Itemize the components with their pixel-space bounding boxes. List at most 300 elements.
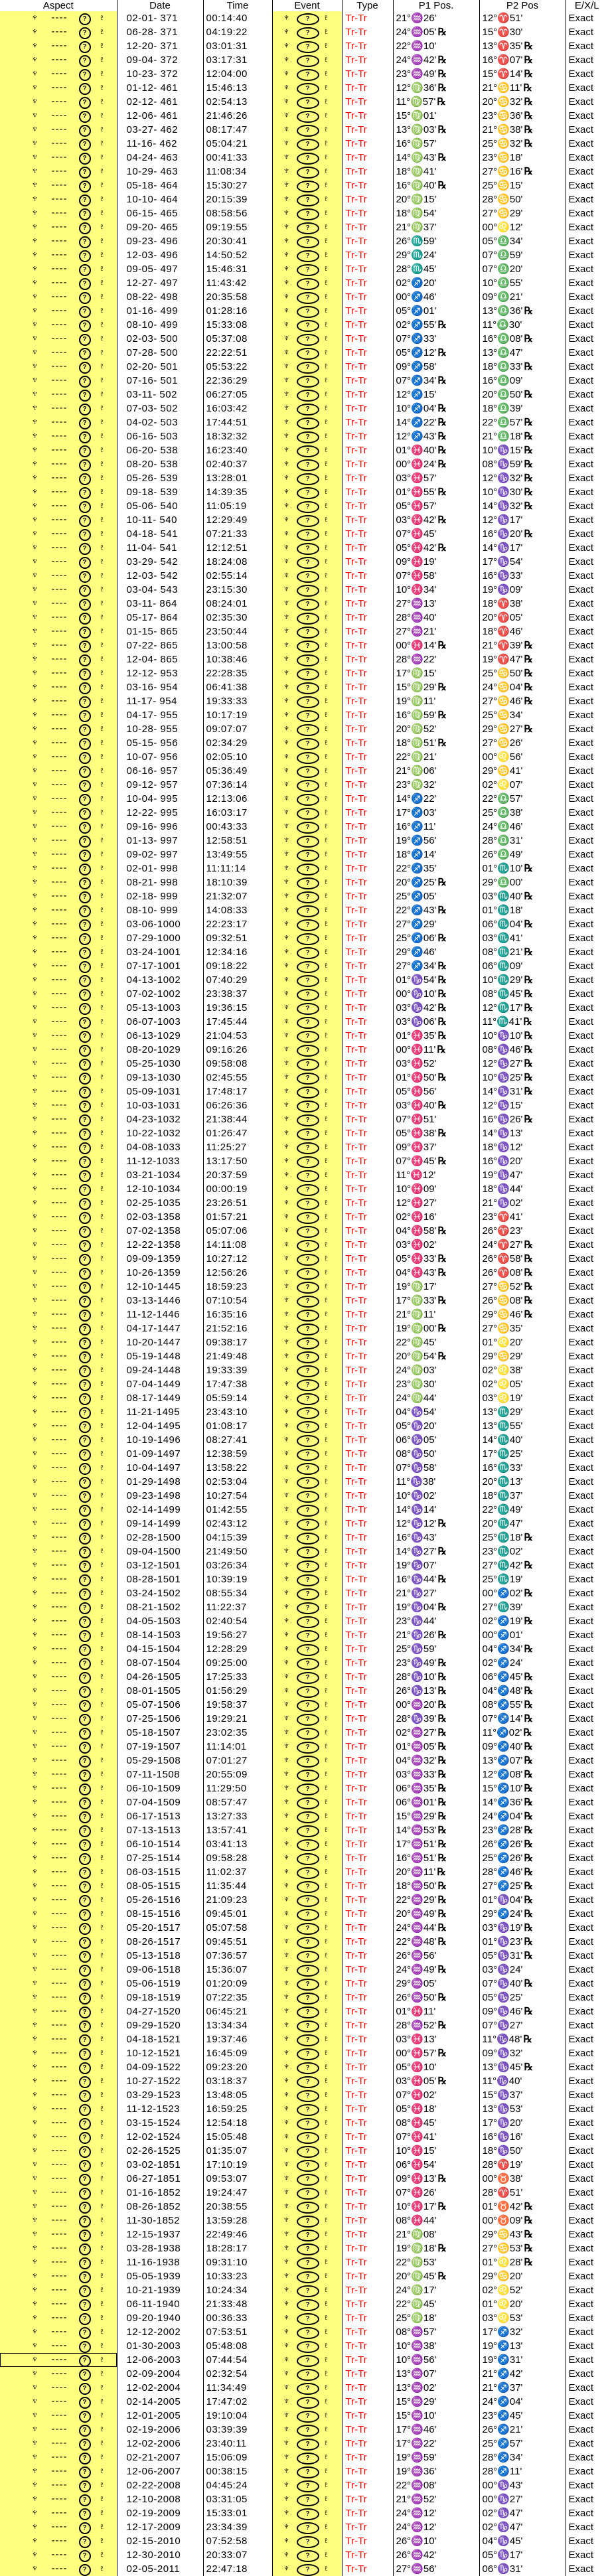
- aspect-cell[interactable]: [0, 11, 117, 25]
- aspect-cell[interactable]: [0, 2172, 117, 2186]
- aspect-cell[interactable]: [0, 1935, 117, 1949]
- table-row[interactable]: [0, 1363, 608, 1377]
- table-row[interactable]: [0, 1308, 608, 1322]
- table-row[interactable]: [0, 903, 608, 917]
- aspect-cell[interactable]: [0, 1851, 117, 1865]
- aspect-cell[interactable]: [0, 2353, 117, 2367]
- aspect-cell[interactable]: [0, 1781, 117, 1795]
- table-row[interactable]: [0, 1252, 608, 1266]
- table-row[interactable]: [0, 1907, 608, 1921]
- aspect-cell[interactable]: [0, 402, 117, 416]
- table-row[interactable]: [0, 1405, 608, 1419]
- aspect-cell[interactable]: [0, 973, 117, 987]
- aspect-cell[interactable]: [0, 1126, 117, 1140]
- aspect-cell[interactable]: [0, 569, 117, 583]
- table-row[interactable]: [0, 611, 608, 625]
- aspect-cell[interactable]: [0, 2032, 117, 2046]
- aspect-cell[interactable]: [0, 2228, 117, 2241]
- table-row[interactable]: [0, 332, 608, 346]
- table-row[interactable]: [0, 1740, 608, 1754]
- table-row[interactable]: [0, 67, 608, 81]
- aspect-cell[interactable]: [0, 179, 117, 192]
- table-row[interactable]: [0, 2534, 608, 2548]
- table-row[interactable]: [0, 290, 608, 304]
- aspect-cell[interactable]: [0, 1893, 117, 1907]
- aspect-cell[interactable]: [0, 1768, 117, 1781]
- table-row[interactable]: [0, 2102, 608, 2116]
- table-row[interactable]: [0, 2548, 608, 2562]
- table-row[interactable]: [0, 848, 608, 862]
- aspect-cell[interactable]: [0, 2060, 117, 2074]
- aspect-cell[interactable]: [0, 1879, 117, 1893]
- aspect-cell[interactable]: [0, 1085, 117, 1099]
- table-row[interactable]: [0, 1670, 608, 1684]
- table-row[interactable]: [0, 513, 608, 527]
- aspect-cell[interactable]: [0, 2367, 117, 2381]
- aspect-cell[interactable]: [0, 1322, 117, 1335]
- table-row[interactable]: [0, 1001, 608, 1015]
- table-row[interactable]: [0, 137, 608, 151]
- aspect-cell[interactable]: [0, 722, 117, 736]
- table-row[interactable]: [0, 2255, 608, 2269]
- table-row[interactable]: [0, 2214, 608, 2228]
- aspect-cell[interactable]: [0, 736, 117, 750]
- table-row[interactable]: [0, 959, 608, 973]
- table-row[interactable]: [0, 1280, 608, 1294]
- column-header-exl[interactable]: E/X/L: [566, 0, 608, 11]
- aspect-cell[interactable]: [0, 1628, 117, 1642]
- aspect-cell[interactable]: [0, 666, 117, 680]
- aspect-cell[interactable]: [0, 1461, 117, 1475]
- aspect-cell[interactable]: [0, 611, 117, 625]
- table-row[interactable]: [0, 276, 608, 290]
- aspect-cell[interactable]: [0, 1224, 117, 1238]
- aspect-cell[interactable]: [0, 2088, 117, 2102]
- aspect-cell[interactable]: [0, 1921, 117, 1935]
- table-row[interactable]: [0, 1921, 608, 1935]
- table-row[interactable]: [0, 2032, 608, 2046]
- table-row[interactable]: [0, 764, 608, 778]
- table-row[interactable]: [0, 11, 608, 25]
- table-row[interactable]: [0, 1461, 608, 1475]
- table-row[interactable]: [0, 1140, 608, 1154]
- table-row[interactable]: [0, 318, 608, 332]
- aspect-cell[interactable]: [0, 416, 117, 429]
- aspect-cell[interactable]: [0, 1266, 117, 1280]
- aspect-cell[interactable]: [0, 1963, 117, 1977]
- aspect-cell[interactable]: [0, 903, 117, 917]
- aspect-cell[interactable]: [0, 109, 117, 123]
- table-row[interactable]: [0, 457, 608, 471]
- table-row[interactable]: [0, 1642, 608, 1656]
- aspect-cell[interactable]: [0, 1823, 117, 1837]
- aspect-cell[interactable]: [0, 2297, 117, 2311]
- aspect-cell[interactable]: [0, 346, 117, 360]
- table-row[interactable]: [0, 165, 608, 179]
- aspect-cell[interactable]: [0, 2018, 117, 2032]
- aspect-cell[interactable]: [0, 1991, 117, 2005]
- table-row[interactable]: [0, 1322, 608, 1335]
- table-row[interactable]: [0, 1196, 608, 1210]
- aspect-cell[interactable]: [0, 708, 117, 722]
- aspect-cell[interactable]: [0, 1391, 117, 1405]
- table-row[interactable]: [0, 1029, 608, 1043]
- aspect-cell[interactable]: [0, 917, 117, 931]
- aspect-cell[interactable]: [0, 750, 117, 764]
- aspect-cell[interactable]: [0, 2395, 117, 2409]
- column-header-time[interactable]: Time: [203, 0, 272, 11]
- aspect-cell[interactable]: [0, 248, 117, 262]
- aspect-cell[interactable]: [0, 1949, 117, 1963]
- table-row[interactable]: [0, 583, 608, 597]
- table-row[interactable]: [0, 123, 608, 137]
- table-row[interactable]: [0, 1377, 608, 1391]
- aspect-cell[interactable]: [0, 123, 117, 137]
- aspect-cell[interactable]: [0, 318, 117, 332]
- table-row[interactable]: [0, 471, 608, 485]
- table-row[interactable]: [0, 1210, 608, 1224]
- table-row[interactable]: [0, 2492, 608, 2506]
- table-row[interactable]: [0, 862, 608, 875]
- table-row[interactable]: [0, 2186, 608, 2200]
- aspect-cell[interactable]: [0, 304, 117, 318]
- table-row[interactable]: [0, 1112, 608, 1126]
- aspect-cell[interactable]: [0, 1795, 117, 1809]
- aspect-cell[interactable]: [0, 1335, 117, 1349]
- aspect-cell[interactable]: [0, 429, 117, 443]
- table-row[interactable]: [0, 680, 608, 694]
- table-row[interactable]: [0, 1558, 608, 1572]
- aspect-cell[interactable]: [0, 1182, 117, 1196]
- aspect-cell[interactable]: [0, 931, 117, 945]
- table-row[interactable]: [0, 2297, 608, 2311]
- aspect-cell[interactable]: [0, 862, 117, 875]
- aspect-cell[interactable]: [0, 2478, 117, 2492]
- table-row[interactable]: [0, 1865, 608, 1879]
- aspect-cell[interactable]: [0, 1238, 117, 1252]
- table-row[interactable]: [0, 262, 608, 276]
- aspect-cell[interactable]: [0, 137, 117, 151]
- aspect-cell[interactable]: [0, 1112, 117, 1126]
- table-row[interactable]: [0, 694, 608, 708]
- table-row[interactable]: [0, 2074, 608, 2088]
- table-row[interactable]: [0, 1628, 608, 1642]
- aspect-cell[interactable]: [0, 1837, 117, 1851]
- table-row[interactable]: [0, 2423, 608, 2437]
- table-row[interactable]: [0, 429, 608, 443]
- table-row[interactable]: [0, 2506, 608, 2520]
- table-row[interactable]: [0, 2228, 608, 2241]
- table-row[interactable]: [0, 2478, 608, 2492]
- table-row[interactable]: [0, 639, 608, 652]
- aspect-cell[interactable]: [0, 1196, 117, 1210]
- aspect-cell[interactable]: [0, 2311, 117, 2325]
- aspect-cell[interactable]: [0, 1754, 117, 1768]
- table-row[interactable]: [0, 192, 608, 206]
- table-row[interactable]: [0, 1893, 608, 1907]
- aspect-cell[interactable]: [0, 2005, 117, 2018]
- table-row[interactable]: [0, 1545, 608, 1558]
- table-row[interactable]: [0, 374, 608, 388]
- column-header-p1-pos[interactable]: P1 Pos.: [393, 0, 479, 11]
- table-row[interactable]: [0, 1503, 608, 1517]
- table-row[interactable]: [0, 931, 608, 945]
- aspect-cell[interactable]: [0, 1503, 117, 1517]
- table-row[interactable]: [0, 820, 608, 834]
- table-row[interactable]: [0, 987, 608, 1001]
- aspect-cell[interactable]: [0, 848, 117, 862]
- table-row[interactable]: [0, 1182, 608, 1196]
- aspect-cell[interactable]: [0, 220, 117, 234]
- table-row[interactable]: [0, 1656, 608, 1670]
- table-row[interactable]: [0, 2060, 608, 2074]
- table-row[interactable]: [0, 2005, 608, 2018]
- table-row[interactable]: [0, 2018, 608, 2032]
- aspect-cell[interactable]: [0, 1475, 117, 1489]
- table-row[interactable]: [0, 1475, 608, 1489]
- table-row[interactable]: [0, 2367, 608, 2381]
- aspect-cell[interactable]: [0, 1656, 117, 1670]
- aspect-cell[interactable]: [0, 2534, 117, 2548]
- table-row[interactable]: [0, 2311, 608, 2325]
- table-row[interactable]: [0, 1712, 608, 1726]
- aspect-cell[interactable]: [0, 1712, 117, 1726]
- table-row[interactable]: [0, 1238, 608, 1252]
- aspect-cell[interactable]: [0, 1684, 117, 1698]
- aspect-cell[interactable]: [0, 1099, 117, 1112]
- table-row[interactable]: [0, 1572, 608, 1586]
- aspect-cell[interactable]: [0, 1140, 117, 1154]
- aspect-cell[interactable]: [0, 2464, 117, 2478]
- table-row[interactable]: [0, 1433, 608, 1447]
- column-header-date[interactable]: Date: [117, 0, 203, 11]
- table-row[interactable]: [0, 151, 608, 165]
- aspect-cell[interactable]: [0, 1642, 117, 1656]
- table-row[interactable]: [0, 1809, 608, 1823]
- aspect-cell[interactable]: [0, 1252, 117, 1266]
- aspect-cell[interactable]: [0, 834, 117, 848]
- table-row[interactable]: [0, 1781, 608, 1795]
- aspect-cell[interactable]: [0, 1558, 117, 1572]
- aspect-cell[interactable]: [0, 1447, 117, 1461]
- aspect-cell[interactable]: [0, 2200, 117, 2214]
- table-row[interactable]: [0, 569, 608, 583]
- table-row[interactable]: [0, 1349, 608, 1363]
- aspect-cell[interactable]: [0, 1210, 117, 1224]
- table-row[interactable]: [0, 2339, 608, 2353]
- aspect-cell[interactable]: [0, 443, 117, 457]
- aspect-cell[interactable]: [0, 889, 117, 903]
- aspect-cell[interactable]: [0, 2451, 117, 2464]
- aspect-cell[interactable]: [0, 95, 117, 109]
- aspect-cell[interactable]: [0, 1531, 117, 1545]
- table-row[interactable]: [0, 1823, 608, 1837]
- aspect-cell[interactable]: [0, 1572, 117, 1586]
- table-row[interactable]: [0, 2437, 608, 2451]
- aspect-cell[interactable]: [0, 806, 117, 820]
- table-row[interactable]: [0, 750, 608, 764]
- aspect-cell[interactable]: [0, 2102, 117, 2116]
- table-row[interactable]: [0, 1266, 608, 1280]
- table-row[interactable]: [0, 555, 608, 569]
- aspect-cell[interactable]: [0, 2562, 117, 2576]
- aspect-cell[interactable]: [0, 1517, 117, 1531]
- table-row[interactable]: [0, 2283, 608, 2297]
- table-row[interactable]: [0, 1935, 608, 1949]
- table-row[interactable]: [0, 2046, 608, 2060]
- aspect-cell[interactable]: [0, 820, 117, 834]
- table-row[interactable]: [0, 1168, 608, 1182]
- table-row[interactable]: [0, 625, 608, 639]
- aspect-cell[interactable]: [0, 513, 117, 527]
- table-row[interactable]: [0, 1879, 608, 1893]
- table-row[interactable]: [0, 25, 608, 39]
- aspect-cell[interactable]: [0, 1001, 117, 1015]
- table-row[interactable]: [0, 2464, 608, 2478]
- table-row[interactable]: [0, 2130, 608, 2144]
- table-row[interactable]: [0, 485, 608, 499]
- aspect-cell[interactable]: [0, 471, 117, 485]
- aspect-cell[interactable]: [0, 2520, 117, 2534]
- aspect-cell[interactable]: [0, 1698, 117, 1712]
- aspect-cell[interactable]: [0, 1433, 117, 1447]
- table-row[interactable]: [0, 722, 608, 736]
- aspect-cell[interactable]: [0, 457, 117, 471]
- aspect-cell[interactable]: [0, 2255, 117, 2269]
- table-row[interactable]: [0, 53, 608, 67]
- aspect-cell[interactable]: [0, 1726, 117, 1740]
- table-row[interactable]: [0, 1851, 608, 1865]
- aspect-cell[interactable]: [0, 597, 117, 611]
- aspect-cell[interactable]: [0, 374, 117, 388]
- table-row[interactable]: [0, 2172, 608, 2186]
- table-row[interactable]: [0, 499, 608, 513]
- aspect-cell[interactable]: [0, 792, 117, 806]
- aspect-cell[interactable]: [0, 151, 117, 165]
- aspect-cell[interactable]: [0, 2381, 117, 2395]
- table-row[interactable]: [0, 917, 608, 931]
- aspect-cell[interactable]: [0, 1349, 117, 1363]
- table-row[interactable]: [0, 2200, 608, 2214]
- table-row[interactable]: [0, 778, 608, 792]
- aspect-cell[interactable]: [0, 1907, 117, 1921]
- table-row[interactable]: [0, 889, 608, 903]
- aspect-cell[interactable]: [0, 1740, 117, 1754]
- table-row[interactable]: [0, 527, 608, 541]
- aspect-cell[interactable]: [0, 625, 117, 639]
- aspect-cell[interactable]: [0, 2423, 117, 2437]
- aspect-cell[interactable]: [0, 53, 117, 67]
- aspect-cell[interactable]: [0, 2144, 117, 2158]
- table-row[interactable]: [0, 666, 608, 680]
- aspect-cell[interactable]: [0, 1614, 117, 1628]
- aspect-cell[interactable]: [0, 276, 117, 290]
- table-row[interactable]: [0, 206, 608, 220]
- table-row[interactable]: [0, 541, 608, 555]
- table-row[interactable]: [0, 1015, 608, 1029]
- aspect-cell[interactable]: [0, 2269, 117, 2283]
- table-row[interactable]: [0, 109, 608, 123]
- aspect-cell[interactable]: [0, 165, 117, 179]
- aspect-cell[interactable]: [0, 2339, 117, 2353]
- aspect-cell[interactable]: [0, 1363, 117, 1377]
- aspect-cell[interactable]: [0, 583, 117, 597]
- aspect-cell[interactable]: [0, 1809, 117, 1823]
- table-row[interactable]: [0, 1837, 608, 1851]
- table-row[interactable]: [0, 1600, 608, 1614]
- column-header-event[interactable]: Event: [272, 0, 342, 11]
- table-row[interactable]: [0, 1294, 608, 1308]
- aspect-cell[interactable]: [0, 1419, 117, 1433]
- table-row[interactable]: [0, 220, 608, 234]
- aspect-cell[interactable]: [0, 555, 117, 569]
- table-row[interactable]: [0, 402, 608, 416]
- table-row[interactable]: [0, 1698, 608, 1712]
- table-row[interactable]: [0, 2144, 608, 2158]
- table-row[interactable]: [0, 2562, 608, 2576]
- aspect-cell[interactable]: [0, 945, 117, 959]
- aspect-cell[interactable]: [0, 2492, 117, 2506]
- aspect-cell[interactable]: [0, 1586, 117, 1600]
- table-row[interactable]: [0, 179, 608, 192]
- aspect-cell[interactable]: [0, 1043, 117, 1057]
- table-row[interactable]: [0, 2116, 608, 2130]
- table-row[interactable]: [0, 1126, 608, 1140]
- table-row[interactable]: [0, 1154, 608, 1168]
- table-row[interactable]: [0, 1768, 608, 1781]
- aspect-cell[interactable]: [0, 1280, 117, 1294]
- aspect-cell[interactable]: [0, 778, 117, 792]
- aspect-cell[interactable]: [0, 206, 117, 220]
- aspect-cell[interactable]: [0, 639, 117, 652]
- aspect-cell[interactable]: [0, 1865, 117, 1879]
- table-row[interactable]: [0, 1099, 608, 1112]
- table-row[interactable]: [0, 2158, 608, 2172]
- column-header-type[interactable]: Type: [342, 0, 393, 11]
- aspect-cell[interactable]: [0, 541, 117, 555]
- aspect-cell[interactable]: [0, 1377, 117, 1391]
- aspect-cell[interactable]: [0, 2325, 117, 2339]
- aspect-cell[interactable]: [0, 2506, 117, 2520]
- aspect-cell[interactable]: [0, 1405, 117, 1419]
- table-row[interactable]: [0, 2241, 608, 2255]
- table-row[interactable]: [0, 1419, 608, 1433]
- aspect-cell[interactable]: [0, 694, 117, 708]
- aspect-cell[interactable]: [0, 2437, 117, 2451]
- table-row[interactable]: [0, 652, 608, 666]
- column-header-aspect[interactable]: Aspect: [42, 0, 74, 11]
- table-row[interactable]: [0, 597, 608, 611]
- aspect-cell[interactable]: [0, 360, 117, 374]
- aspect-cell[interactable]: [0, 875, 117, 889]
- table-row[interactable]: [0, 1057, 608, 1071]
- table-row[interactable]: [0, 806, 608, 820]
- table-row[interactable]: [0, 234, 608, 248]
- aspect-cell[interactable]: [0, 1489, 117, 1503]
- table-row[interactable]: [0, 1391, 608, 1405]
- aspect-cell[interactable]: [0, 1029, 117, 1043]
- aspect-cell[interactable]: [0, 680, 117, 694]
- aspect-cell[interactable]: [0, 1670, 117, 1684]
- table-row[interactable]: [0, 1684, 608, 1698]
- aspect-cell[interactable]: [0, 290, 117, 304]
- table-row[interactable]: [0, 1991, 608, 2005]
- table-row[interactable]: [0, 416, 608, 429]
- table-row[interactable]: [0, 1795, 608, 1809]
- column-header-p2-pos[interactable]: P2 Pos: [479, 0, 566, 11]
- table-row[interactable]: [0, 2269, 608, 2283]
- table-row[interactable]: [0, 1447, 608, 1461]
